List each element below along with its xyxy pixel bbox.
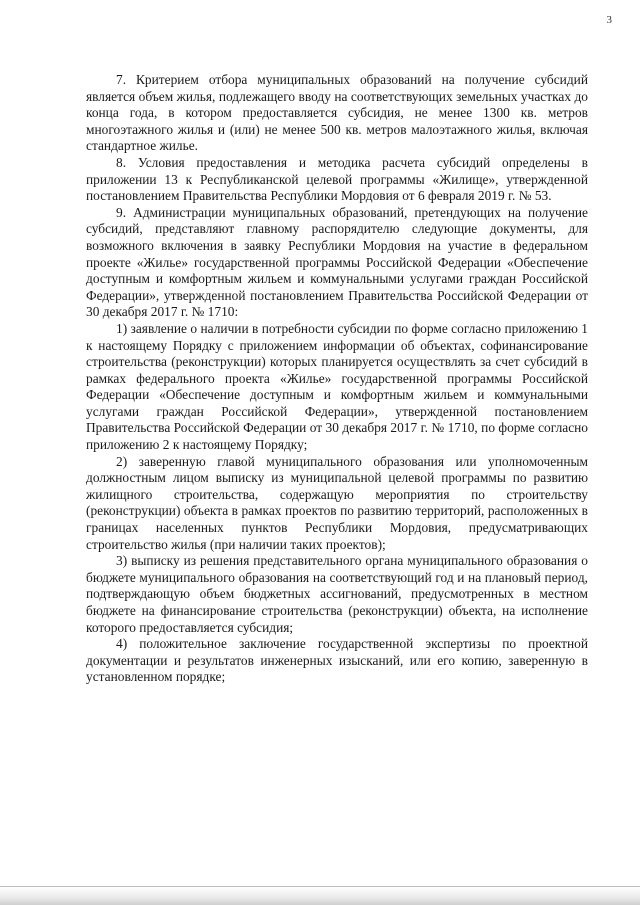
list-item-1: 1) заявление о наличии в потребности субсидии по форме согласно приложению 1 к настоящему Порядку с приложением информации об объектах, софинансирование строительства (реконструкции) которых планируется осуществлять за счет субсидий в рамках федерального проекта «Жилье» государственной программы Российской Федерации «Обеспечение доступным и комфортным жильем и коммунальными услугами граждан Российской Федерации», утвержденной постановлением Правительства Российской Федерации от 30 декабря 2017 г. № 1710, по форме согласно приложению 2 к настоящему Порядку; (86, 320, 588, 453)
page-number: 3 (606, 14, 612, 26)
document-body (86, 72, 588, 686)
paragraph-8: 8. Условия предоставления и методика расчета субсидий определены в приложении 13 к Республиканской целевой программы «Жилище», утвержденной постановлением Правительства Республики Мордовия от 6 февраля 2019 г. № 53. (86, 154, 588, 204)
list-item-4: 4) положительное заключение государственной экспертизы по проектной документации и результатов инженерных изысканий, или его копию, заверенную в установленном порядке; (86, 636, 588, 685)
list-item-3: 3) выписку из решения представительного органа муниципального образования о бюджете муниципального образования на соответствующий год и на плановый период, подтверждающую объем бюджетных ассигнований, предусмотренных в местном бюджете на финансирование строительства (реконструкции) объекта, на исполнение которого предоставляется субсидия; (86, 553, 588, 635)
paragraph-7: 7. Критерием отбора муниципальных образований на получение субсидий является объем жилья, подлежащего вводу на соответствующих земельных участках до конца года, в котором предоставляется субсидия, не менее 1300 кв. метров многоэтажного жилья и (или) не менее 500 кв. метров малоэтажного жилья, включая стандартное жилье. (86, 72, 588, 154)
scan-bottom-edge (0, 887, 640, 905)
paragraph-9: 9. Администрации муниципальных образований, претендующих на получение субсидий, представляют главному распорядителю следующие документы, для возможного включения в заявку Республики Мордовия на участие в федеральном проекте «Жилье» государственной программы Российской Федерации «Обеспечение доступным и комфортным жильем и коммунальными услугами граждан Российской Федерации», утвержденной постановлением Правительства Российской Федерации от 30 декабря 2017 г. № 1710: (86, 204, 588, 320)
list-item-2: 2) заверенную главой муниципального образования или уполномоченным должностным лицом выписку из муниципальной целевой программы по развитию жилищного строительства, содержащую мероприятия по строительству (реконструкции) объекта в рамках проектов по развитию территорий, расположенных в границах населенных пунктов Республики Мордовия, предусматривающих строительство жилья (при наличии таких проектов); (86, 453, 588, 552)
